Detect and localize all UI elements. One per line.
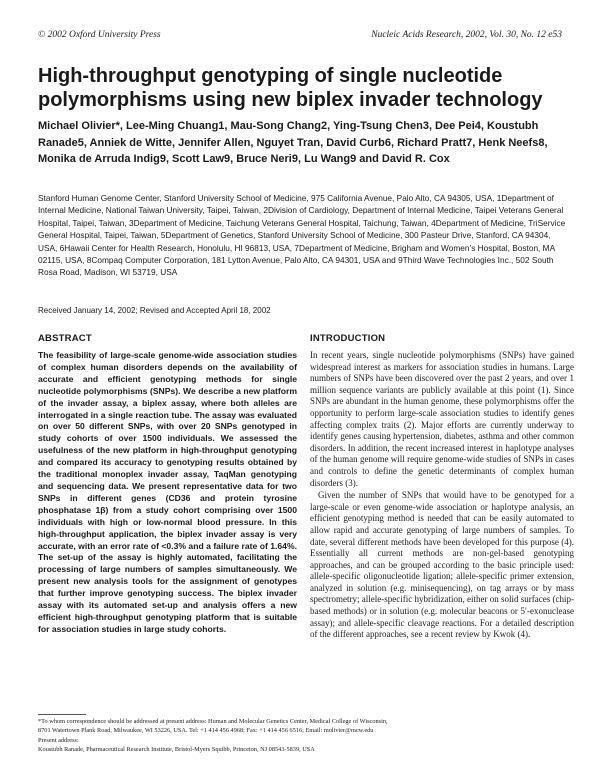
journal-copyright: © 2002 Oxford University Press [38, 30, 161, 40]
affiliations: Stanford Human Genome Center, Stanford University School of Medicine, 975 California Avenue, Palo Alto, CA 94305, USA, 1Department of Internal Medicine, National Taiwan University, Taipei, Taiwan, 2Division of Cardiology, Department of Internal Medicine, Taipei Veterans General Hospital, Taipei, Taiwan, 3Department of Medicine, Taichung Veterans General Hospital, Taichung, Taiwan, 4Department of Medicine, TriService General Hospital, Taipei, Taiwan, 5Department of Genetics, Stanford University School of Medicine, 300 Pasteur Drive, Stanford, CA 94304, USA, 6Hawaii Center for Health Research, Honolulu, HI 96813, USA, 7Department of Medicine, Brigham and Women’s Hospital, Boston, MA 02115, USA, 8Compaq Computer Corporation, 181 Lytton Avenue, Palo Alto, CA 94301, USA and 9Third Wave Technologies Inc., 502 South Rosa Road, Madison, WI 53719, USA [38, 193, 566, 278]
footnote-present-address: Koustubh Ranade, Pharmaceutical Research Institute, Bristol-Myers Squibb, Princeton, NJ 08543-5839, USA [38, 745, 315, 753]
paper-title: High-throughput genotyping of single nucleotide polymorphisms using new biplex invader technology [38, 65, 543, 111]
footnote-correspondence: *To whom correspondence should be addressed at present address: Human and Molecular Genetics Center, Medical College of Wisconsin, [38, 718, 388, 725]
footnote-address: 8701 Watertown Plank Road, Milwaukee, WI 53226, USA. Tel: +1 414 456 4968; Fax: +1 414 456 6516; Email: molivier@mcw.edu [38, 727, 374, 735]
abstract-heading: ABSTRACT [38, 333, 92, 344]
intro-paragraph-2: Given the number of SNPs that would have to be genotyped for a large-scale or even genome-wide association or haplotype analysis, an efficient genotyping method is needed that can be easily automated to allow rapid and accurate genotyping of large numbers of samples. To date, several different methods have been developed for this purpose (4). Essentially all current methods are non-gel-based genotyping approaches, and can be grouped according to the basic principle used: allele-specific oligonucleotide ligation; allele-specific primer extension, analyzed in solution (e.g. minisequencing), on tag arrays or by mass spectrometry; allele-specific hybridization, either on solid surfaces (chip-based methods) or in solution (e.g. molecular beacons or 5′-exonuclease assay); and allele-specific cleavage reactions. For a detailed description of the different approaches, see a recent review by Kwok (4). [310, 490, 574, 640]
intro-paragraph-1: In recent years, single nucleotide polymorphisms (SNPs) have gained widespread interest as markers for association studies in humans. Large numbers of SNPs have been discovered over the past 2 years, and over 1 million sequence variants are publicly available at this point (1). Since SNPs are abundant in the human genome, these polymorphisms offer the opportunity to perform large-scale association studies to identify genes affecting complex traits (2). Major efforts are currently underway to identify genes causing hypertension, diabetes, asthma and other common disorders. In addition, the recent increased interest in haplotype analyses of the human genome will require genome-wide studies of SNPs in cases and controls to define the genetic determinants of complex human disorders (3). [310, 350, 574, 488]
introduction-text [310, 350, 574, 642]
received-dates: Received January 14, 2002; Revised and Accepted April 18, 2002 [38, 306, 271, 315]
abstract-text: The feasibility of large-scale genome-wide association studies of complex human disorders depends on the availability of accurate and efficient genotyping methods for single nucleotide polymorphisms (SNPs). We describe a new platform of the invader assay, a biplex assay, where both alleles are interrogated in a single reaction tube. The assay was evaluated on over 50 different SNPs, with over 20 SNPs genotyped in study cohorts of over 1500 individuals. We assessed the usefulness of the new platform in high-throughput genotyping and compared its accuracy to genotyping results obtained by the traditional monoplex invader assay, TaqMan genotyping and sequencing data. We present representative data for two SNPs in different genes (CD36 and protein tyrosine phosphatase 1β) from a study cohort comprising over 1500 individuals with high or low-normal blood pressure. In this high-throughput application, the biplex invader assay is very accurate, with an error rate of <0.3% and a failure rate of 1.64%. The set-up of the assay is highly automated, facilitating the processing of large numbers of samples simultaneously. We present new analysis tools for the assignment of genotypes that further improve genotyping success. The biplex invader assay with its automated set-up and analysis offers a new efficient high-throughput genotyping platform that is suitable for association studies in large study cohorts. [38, 350, 297, 634]
author-list: Michael Olivier*, Lee-Ming Chuang1, Mau-Song Chang2, Ying-Tsung Chen3, Dee Pei4, Koustubh Ranade5, Anniek de Witte, Jennifer Allen, Nguyet Tran, David Curb6, Richard Pratt7, Henk Neefs8, Monika de Arruda Indig9, Scott Law9, Bruce Neri9, Lu Wang9 and David R. Cox [38, 120, 548, 165]
footnotes [38, 717, 578, 754]
footnote-divider [38, 714, 86, 715]
introduction-heading: INTRODUCTION [310, 333, 386, 344]
footnote-present-address-label: Present address: [38, 736, 79, 744]
journal-citation: Nucleic Acids Research, 2002, Vol. 30, No. 12 e53 [371, 30, 562, 40]
